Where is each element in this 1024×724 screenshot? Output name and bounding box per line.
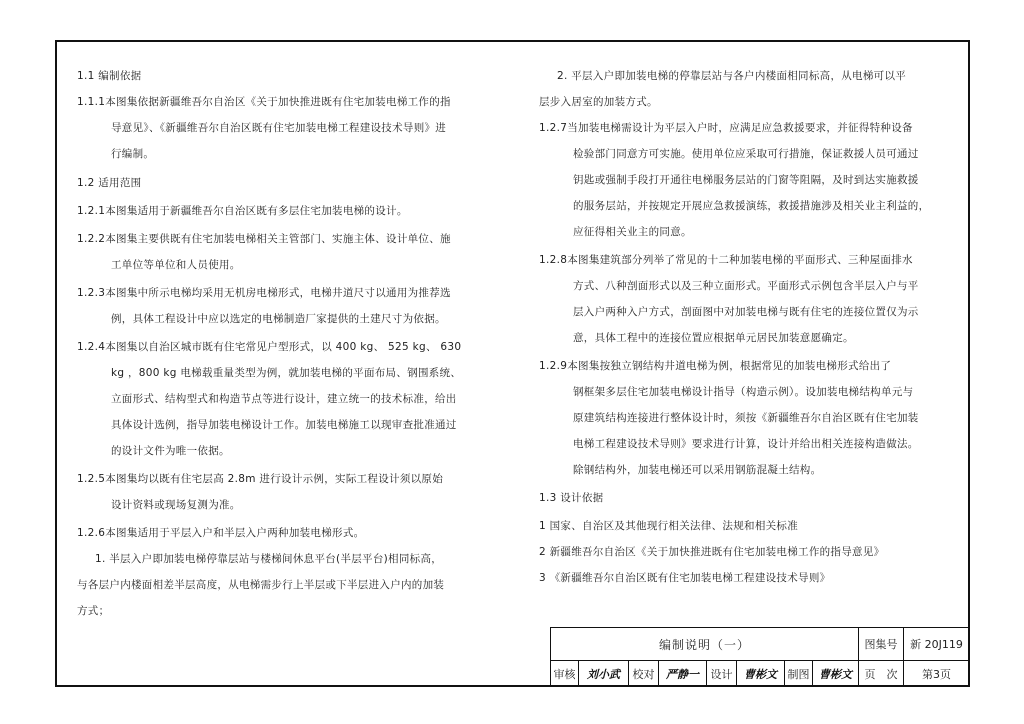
text-line: 的服务层站，并按规定开展应急救援演练，救援措施涉及相关业主利益的，: [573, 200, 930, 212]
section-heading: 1.1 编制依据: [77, 70, 142, 82]
draw-label: 制图: [785, 661, 813, 686]
text-line: 1.2.4本图集以自治区城市既有住宅常见户型形式，以 400 kg、 525 kg、 630: [77, 341, 462, 353]
text-line: 3 《新疆维吾尔自治区既有住宅加装电梯工程建设技术导则》: [539, 572, 831, 584]
text-line: 应征得相关业主的同意。: [573, 226, 692, 238]
text-line: 电梯工程建设技术导则》要求进行计算，设计并给出相关连接构造做法。: [573, 438, 919, 450]
set-number-value: 新 20J119: [904, 628, 969, 661]
text-line: 例，具体工程设计中应以选定的电梯制造厂家提供的土建尺寸为依据。: [111, 313, 446, 325]
text-line: 具体设计选例，指导加装电梯设计工作。加装电梯施工以现审查批准通过: [111, 419, 457, 431]
text-line: 行编制。: [111, 148, 155, 160]
text-line: 立面形式、结构型式和构造节点等进行设计，建立统一的技术标准，给出: [111, 393, 457, 405]
text-line: 1.2.8本图集建筑部分列举了常见的十二种加装电梯的平面形式、三种屋面排水: [539, 254, 913, 266]
text-line: 1. 半层入户即加装电梯停靠层站与楼梯间休息平台(半层平台)相同标高，: [95, 553, 443, 565]
text-line: 1.2.2本图集主要供既有住宅加装电梯相关主管部门、实施主体、设计单位、施: [77, 233, 451, 245]
text-line: 层入户两种入户方式，剖面图中对加装电梯与既有住宅的连接位置仅为示: [573, 306, 919, 318]
text-line: 方式、八种剖面形式以及三种立面形式。平面形式示例包含半层入户与平: [573, 280, 919, 292]
page-value: 第3页: [922, 667, 951, 681]
text-line: 1.2.1本图集适用于新疆维吾尔自治区既有多层住宅加装电梯的设计。: [77, 205, 408, 217]
text-line: 2. 平层入户即加装电梯的停靠层站与各户内楼面相同标高，从电梯可以平: [557, 70, 907, 82]
text-line: 工单位等单位和人员使用。: [111, 259, 241, 271]
text-line: kg ，800 kg 电梯载重量类型为例，就加装电梯的平面布局、钢围系统、: [111, 367, 462, 379]
text-line: 设计资料或现场复测为准。: [111, 499, 241, 511]
text-line: 2 新疆维吾尔自治区《关于加快推进既有住宅加装电梯工作的指导意见》: [539, 546, 885, 558]
check-label: 校对: [629, 661, 659, 686]
text-line: 1 国家、自治区及其他现行相关法律、法规和相关标准: [539, 520, 799, 532]
text-line: 检验部门同意方可实施。使用单位应采取可行措施，保证救援人员可通过: [573, 148, 919, 160]
set-number-label: 图集号: [859, 628, 904, 661]
text-line: 钢框架多层住宅加装电梯设计指导（构造示例）。设加装电梯结构单元与: [573, 386, 914, 398]
check-signature: 严静一: [659, 661, 707, 686]
sheet-title: 编制说明（一）: [551, 628, 859, 661]
text-line: 1.2.3本图集中所示电梯均采用无机房电梯形式，电梯井道尺寸以通用为推荐选: [77, 287, 451, 299]
text-line: 1.1.1本图集依据新疆维吾尔自治区《关于加快推进既有住宅加装电梯工作的指: [77, 96, 451, 108]
text-line: 意，具体工程中的连接位置应根据单元居民加装意愿确定。: [573, 332, 854, 344]
review-label: 审核: [551, 661, 579, 686]
text-line: 1.2.6本图集适用于平层入户和半层入户两种加装电梯形式。: [77, 527, 365, 539]
design-label: 设计: [707, 661, 737, 686]
text-line: 的设计文件为唯一依据。: [111, 445, 230, 457]
review-signature: 刘小武: [579, 661, 629, 686]
text-line: 原建筑结构连接进行整体设计时，须按《新疆维吾尔自治区既有住宅加装: [573, 412, 919, 424]
text-line: 1.2.7当加装电梯需设计为平层入户时，应满足应急救援要求，并征得特种设备: [539, 122, 913, 134]
text-line: 与各层户内楼面相差半层高度，从电梯需步行上半层或下半层进入户内的加装: [77, 579, 445, 591]
text-line: 除钢结构外，加装电梯还可以采用钢筋混凝土结构。: [573, 464, 822, 476]
text-line: 导意见》、《新疆维吾尔自治区既有住宅加装电梯工程建设技术导则》进: [111, 122, 447, 134]
design-signature: 曹彬文: [737, 661, 785, 686]
text-line: 层步入居室的加装方式。: [539, 96, 658, 108]
section-heading: 1.2 适用范围: [77, 177, 142, 189]
draw-signature: 曹彬文: [813, 661, 859, 686]
section-heading: 1.3 设计依据: [539, 492, 604, 504]
text-line: 1.2.9本图集按独立钢结构井道电梯为例，根据常见的加装电梯形式给出了: [539, 360, 892, 372]
text-line: 方式；: [77, 605, 110, 617]
text-line: 1.2.5本图集均以既有住宅层高 2.8m 进行设计示例，实际工程设计须以原始: [77, 473, 444, 485]
drawing-frame: [55, 40, 970, 687]
text-line: 钥匙或强制手段打开通往电梯服务层站的门窗等阻隔，及时到达实施救援: [573, 174, 919, 186]
page-label: 页 次: [859, 661, 904, 686]
title-block: [550, 627, 970, 687]
